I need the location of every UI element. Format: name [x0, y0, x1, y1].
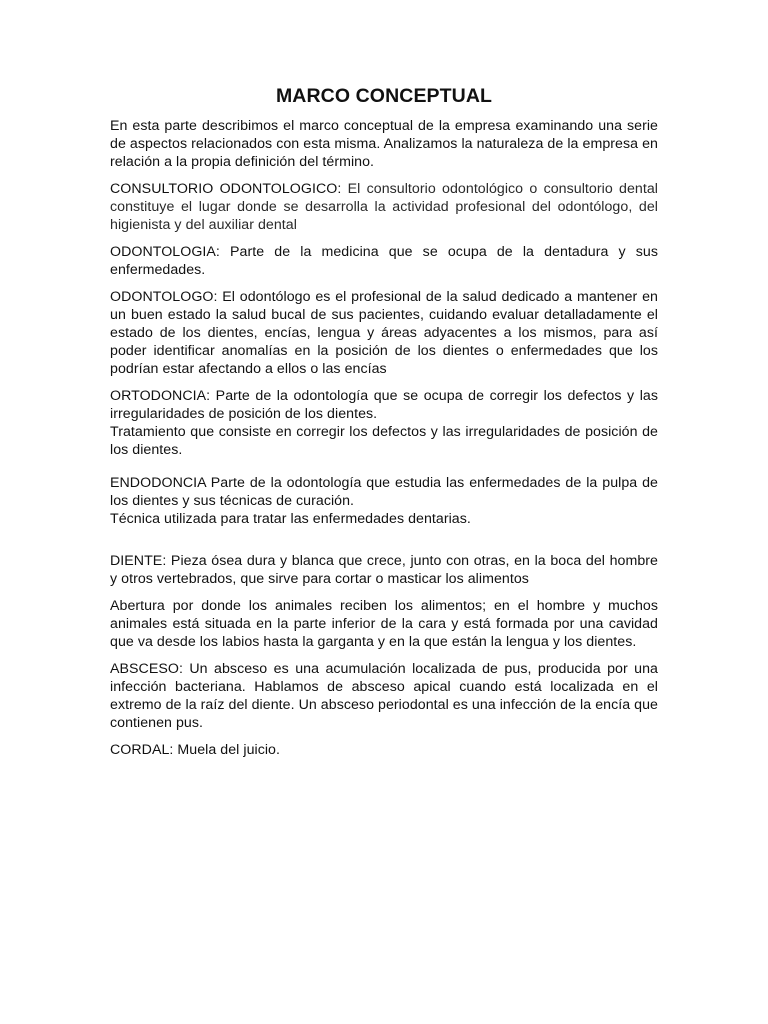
ortodoncia-definition-2: Tratamiento que consiste en corregir los defectos y las irregularidades de posición de los dientes. [110, 424, 658, 458]
ortodoncia-definition: Parte de la odontología que se ocupa de corregir los defectos y las irregularidades de posición de los dientes. [110, 388, 658, 422]
ortodoncia-term: ORTODONCIA: [110, 388, 211, 404]
odontologia-paragraph [110, 243, 658, 279]
absceso-term: ABSCESO: [110, 661, 183, 677]
endodoncia-definition: Parte de la odontología que estudia las enfermedades de la pulpa de los dientes y sus técnicas de curación. [110, 475, 658, 509]
consultorio-paragraph [110, 180, 658, 234]
diente-term: DIENTE: [110, 553, 167, 569]
document-page [110, 84, 658, 768]
cordal-paragraph [110, 741, 658, 759]
intro-paragraph [110, 117, 658, 171]
document-title: MARCO CONCEPTUAL [275, 85, 493, 107]
odontologo-definition: El odontólogo es el profesional de la salud dedicado a mantener en un buen estado la salud bucal de sus pacientes, cuidando evaluar detalladamente el estado de los dientes, encías, lengua y áreas adyacentes a los mismos, para así poder identificar anomalías en la posición de los dientes o enfermedades que los podrían estar afectando a ellos o las encías [110, 289, 658, 377]
boca-definition: Abertura por donde los animales reciben los alimentos; en el hombre y muchos animales está situada en la parte inferior de la cara y está formada por una cavidad que va desde los labios hasta la garganta y en la que están la lengua y los dientes. [110, 598, 658, 650]
consultorio-definition: El consultorio odontológico o consultorio dental constituye el lugar donde se desarrolla la actividad profesional del odontólogo, del higienista y del auxiliar dental [110, 181, 658, 233]
endodoncia-paragraph [110, 474, 658, 528]
cordal-term: CORDAL: [110, 742, 174, 758]
boca-paragraph [110, 597, 658, 651]
odontologia-term: ODONTOLOGIA: [110, 244, 220, 260]
odontologia-definition: Parte de la medicina que se ocupa de la dentadura y sus enfermedades. [110, 244, 658, 278]
intro-text: En esta parte describimos el marco conceptual de la empresa examinando una serie de aspectos relacionados con esta misma. Analizamos la naturaleza de la empresa en relación a la propia definición del término. [110, 118, 658, 170]
absceso-paragraph [110, 660, 658, 732]
endodoncia-definition-2: Técnica utilizada para tratar las enfermedades dentarias. [110, 511, 471, 527]
endodoncia-term: ENDODONCIA [110, 475, 206, 491]
ortodoncia-paragraph [110, 387, 658, 459]
cordal-definition: Muela del juicio. [173, 742, 280, 758]
odontologo-paragraph [110, 288, 658, 378]
diente-definition: Pieza ósea dura y blanca que crece, junto con otras, en la boca del hombre y otros vertebrados, que sirve para cortar o masticar los alimentos [110, 553, 658, 587]
diente-paragraph [110, 552, 658, 588]
consultorio-term: CONSULTORIO ODONTOLOGICO: [110, 181, 342, 197]
odontologo-term: ODONTOLOGO: [110, 289, 218, 305]
absceso-definition: Un absceso es una acumulación localizada de pus, producida por una infección bacteriana. Hablamos de absceso apical cuando está localizada en el extremo de la raíz del diente. Un absceso periodontal es una infección de la encía que contienen pus. [110, 661, 658, 731]
